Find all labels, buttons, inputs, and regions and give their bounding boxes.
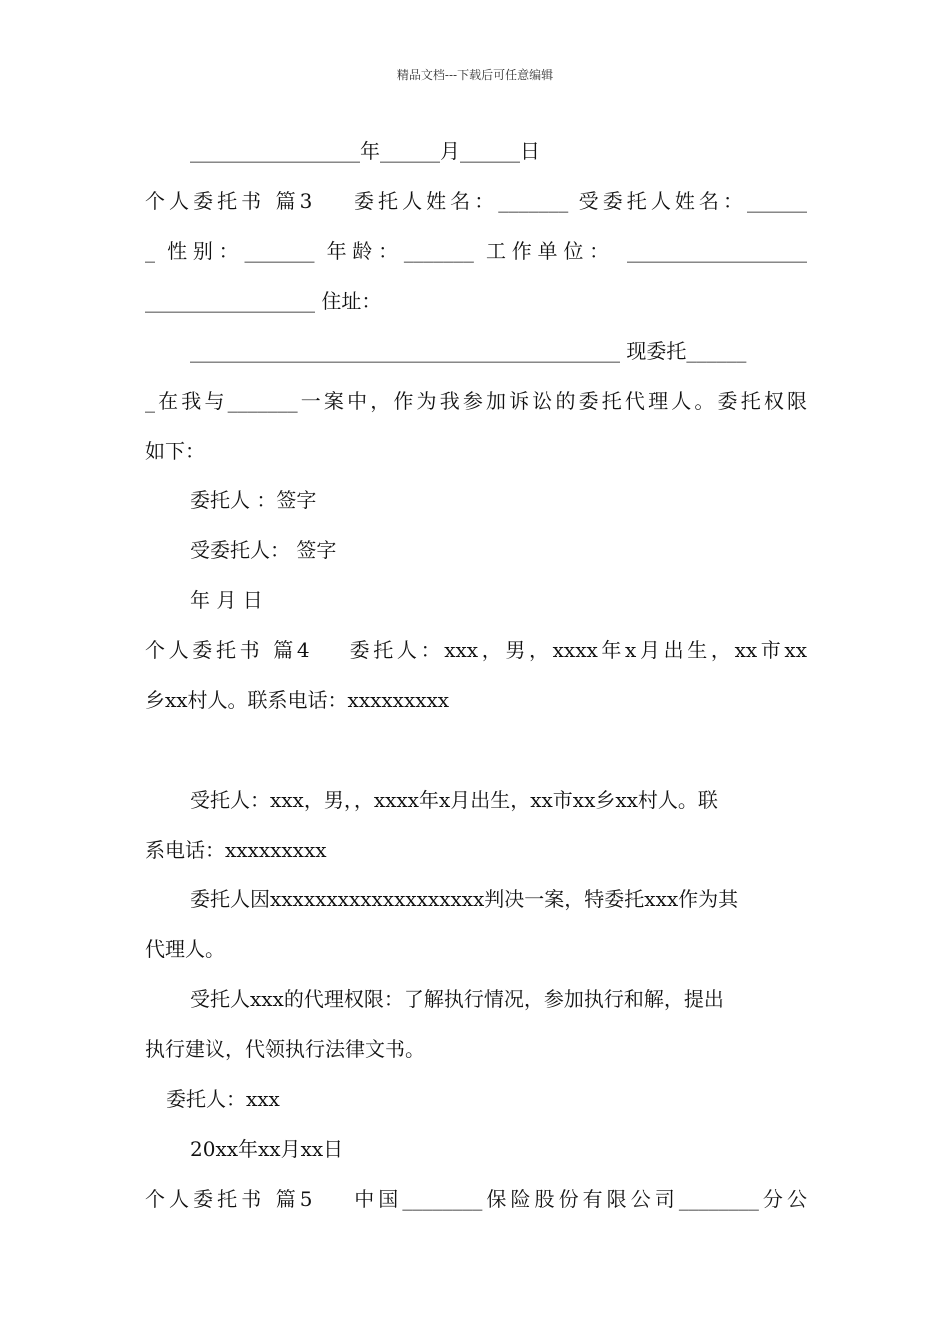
agent-info-line: 受托人：xxx，男，，xxxx年x月出生，xx市xx乡xx村人。联 [190,788,718,812]
reason-line: 委托人因xxxxxxxxxxxxxxxxxxx判决一案，特委托xxx作为其 [190,887,739,911]
gender-age-line: _ 性别：_______ 年龄：_______ 工作单位： __________________ [145,239,807,263]
agent-contact-line: 系电话：xxxxxxxxx [145,838,327,862]
address-line: _________________ 住址： [145,289,382,313]
entrust-line: ___________________________________________ 现委托______ [190,339,747,363]
agent-signature-line: 受委托人： 签字 [190,538,337,562]
section-4-title-line: 个人委托书 篇4 委托人：xxx，男，xxxx年x月出生，xx市xx [145,638,807,662]
date-blank-line: 年 月 日 [190,588,263,612]
principal-contact-line: 乡xx村人。联系电话：xxxxxxxxx [145,688,450,712]
scope-cont-line: 执行建议，代领执行法律文书。 [145,1037,425,1061]
authority-line: 如下： [145,439,205,463]
principal-name-line: 委托人：xxx [166,1087,280,1111]
page-header: 精品文档---下载后可任意编辑 [396,68,554,82]
sign-date-line: 20xx年xx月xx日 [190,1137,344,1161]
date-line: _________________年______月______日 [190,139,540,163]
section-5-title-line: 个人委托书 篇5 中国________保险股份有限公司________分公 [145,1187,807,1211]
section-3-title-line: 个人委托书 篇3 委托人姓名：_______ 受委托人姓名：______ [145,189,807,213]
scope-line: 受托人xxx的代理权限：了解执行情况，参加执行和解，提出 [190,987,724,1011]
principal-signature-line: 委托人 ：签字 [190,488,317,512]
reason-cont-line: 代理人。 [145,937,225,961]
case-line: _在我与_______一案中，作为我参加诉讼的委托代理人。委托权限 [145,389,807,413]
